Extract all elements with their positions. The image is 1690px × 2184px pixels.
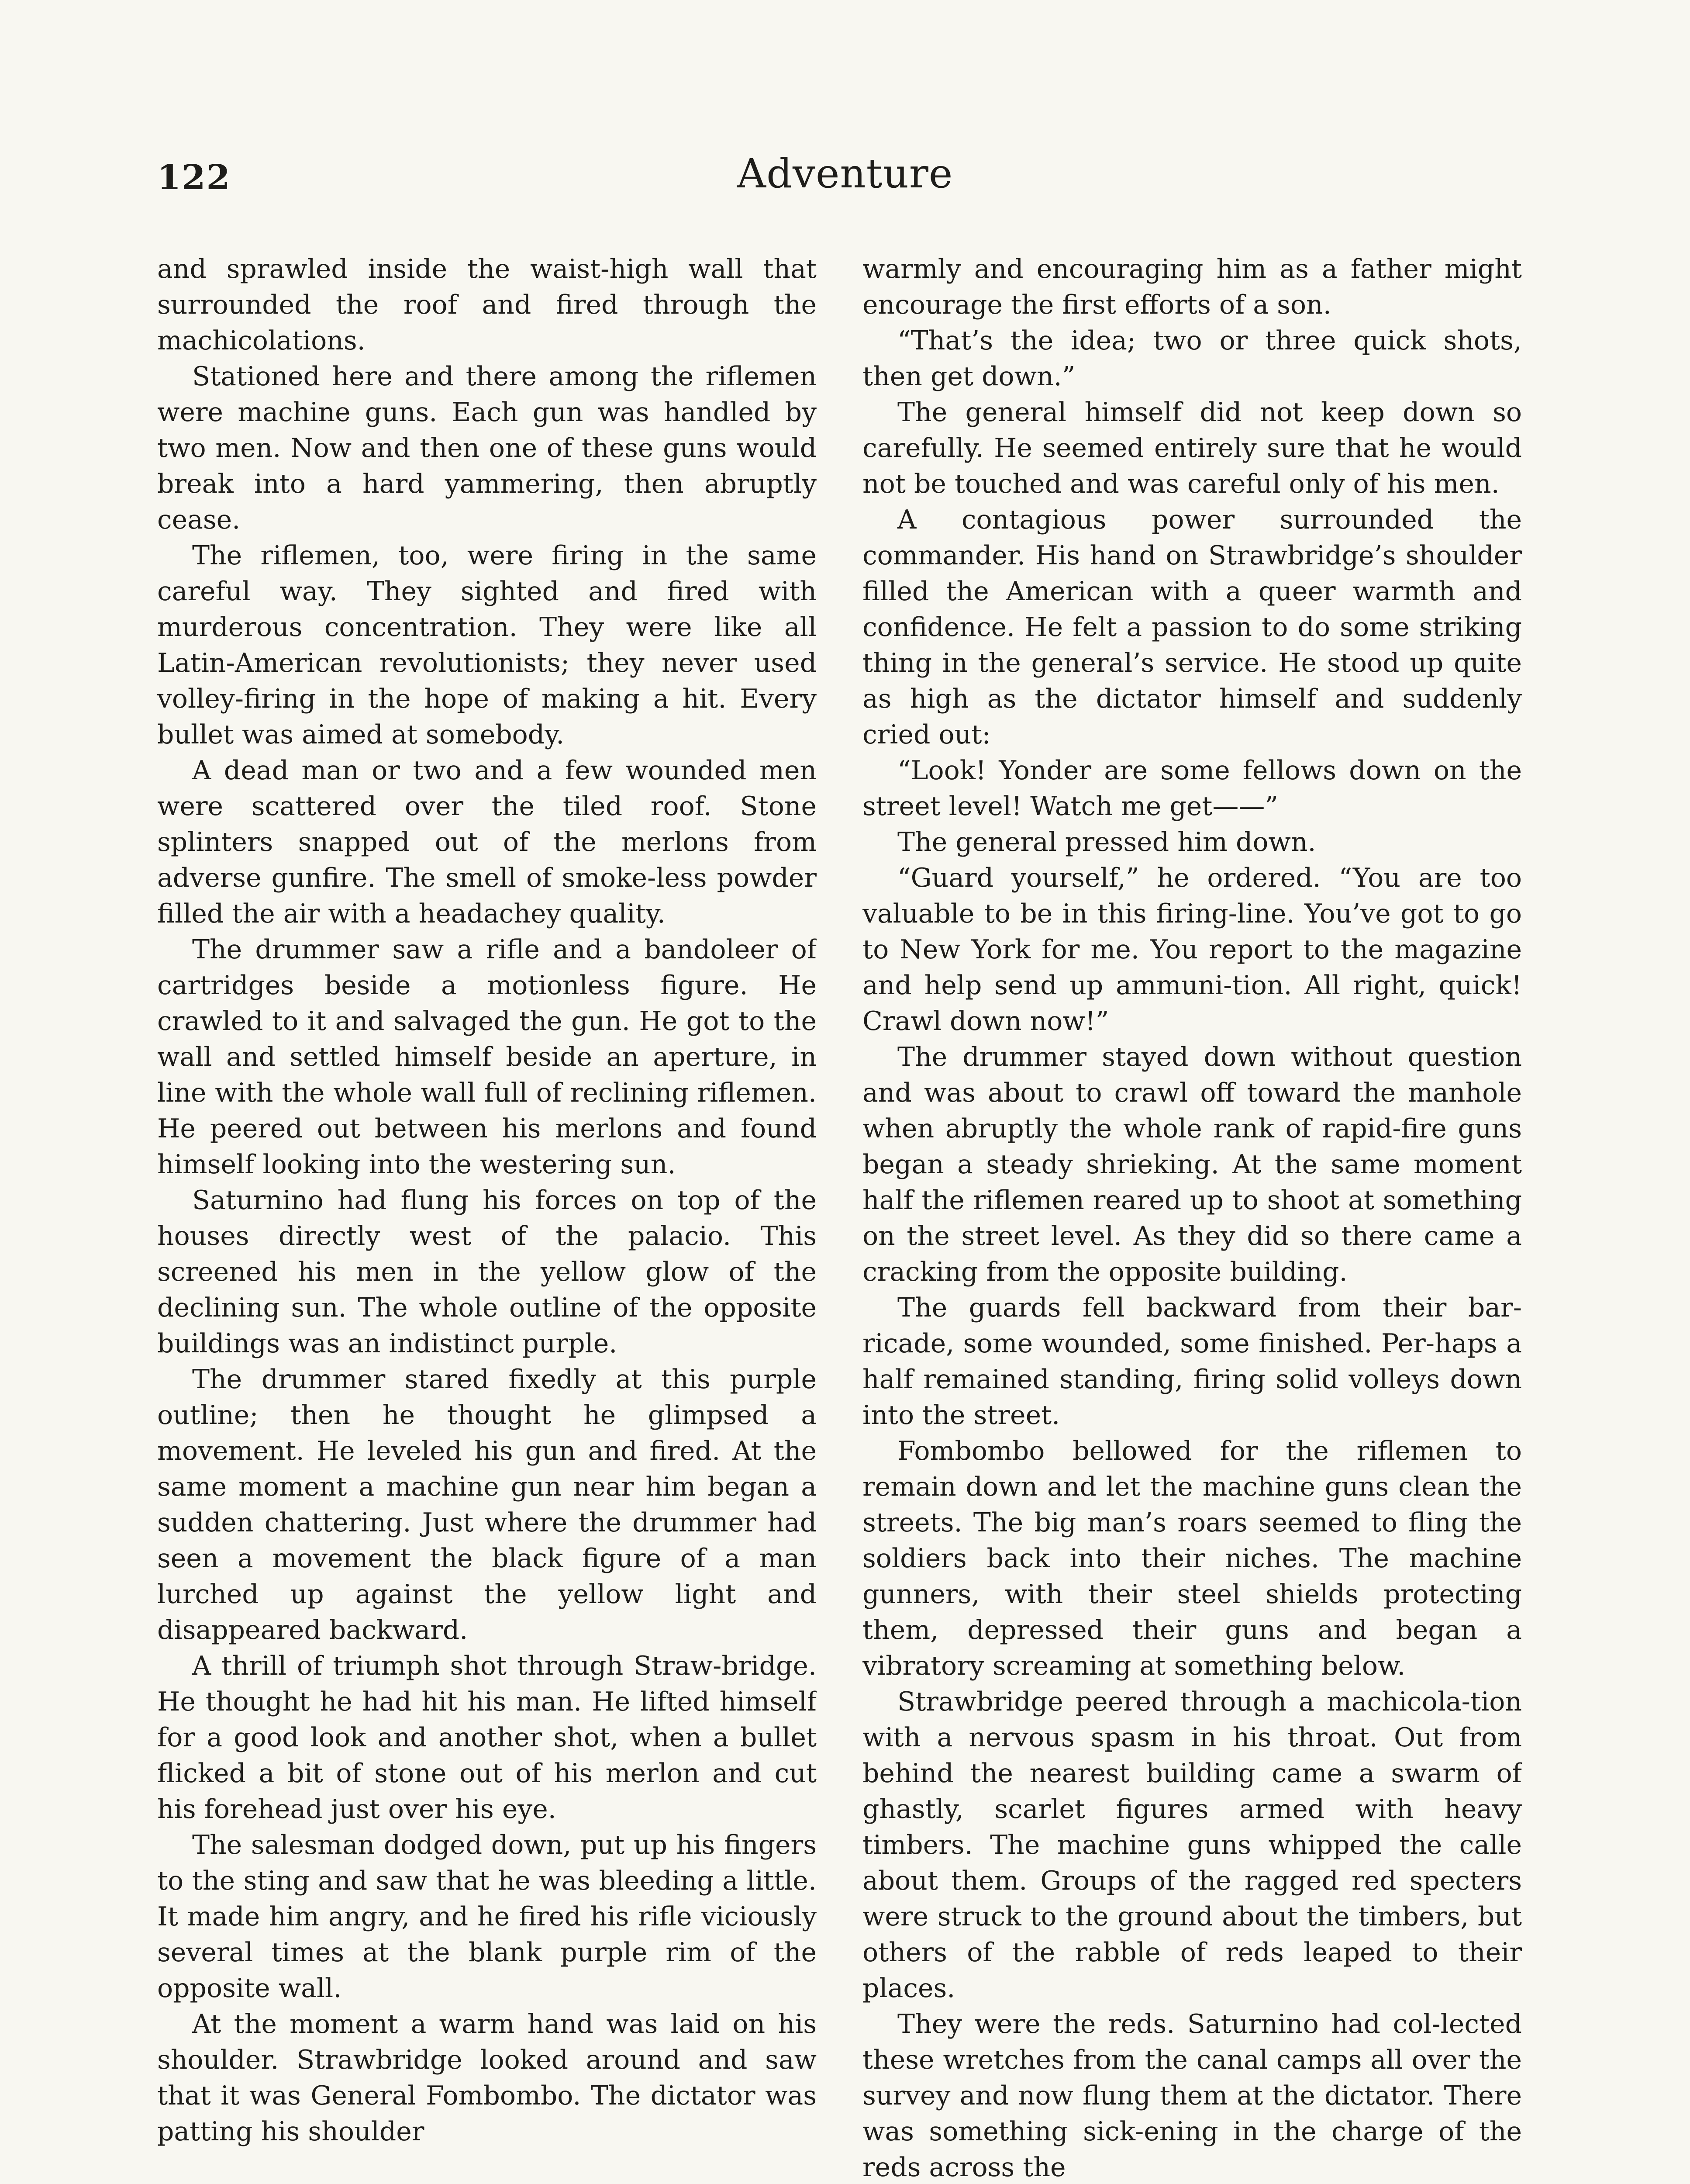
paragraph: “Look! Yonder are some fellows down on the street level! Watch me get——”: [862, 755, 1522, 822]
paragraph: and sprawled inside the waist-high wall that surrounded the roof and fired through the machicolations.: [157, 254, 817, 356]
paragraph: “That’s the idea; two or three quick shots, then get down.”: [862, 325, 1522, 392]
paragraph: “Guard yourself,” he ordered. “You are too valuable to be in this firing-line. You’ve got to go to New York for me. You report to the magazine and help send up ammuni-tion. All right, quick! Crawl down now!”: [862, 863, 1522, 1037]
page-number: 122: [157, 158, 231, 197]
paragraph: The drummer stared fixedly at this purple outline; then he thought he glimpsed a movement. He leveled his gun and fired. At the same moment a machine gun near him began a sudden chattering. Just where the drummer had seen a movement the black figure of a man lurched up against the yellow light and disappeared backward.: [157, 1364, 817, 1645]
paragraph: A dead man or two and a few wounded men were scattered over the tiled roof. Stone splinters snapped out of the merlons from adverse gunfire. The smell of smoke-less powder filled the air with a headachey quality.: [157, 755, 817, 929]
paragraph: Stationed here and there among the riflemen were machine guns. Each gun was handled by two men. Now and then one of these guns would break into a hard yammering, then abruptly cease.: [157, 361, 817, 535]
paragraph: Saturnino had flung his forces on top of the houses directly west of the palacio. This screened his men in the yellow glow of the declining sun. The whole outline of the opposite buildings was an indistinct purple.: [157, 1185, 817, 1359]
paragraph: The salesman dodged down, put up his fingers to the sting and saw that he was bleeding a little. It made him angry, and he fired his rifle viciously several times at the blank purple rim of the opposite wall.: [157, 1830, 817, 2004]
paragraph: Strawbridge peered through a machicola-tion with a nervous spasm in his throat. Out from behind the nearest building came a swarm of ghastly, scarlet figures armed with heavy timbers. The machine guns whipped the calle about them. Groups of the ragged red specters were struck to the ground about the timbers, but others of the rabble of reds leaped to their places.: [862, 1686, 1522, 2004]
text-column-left: [157, 251, 817, 2184]
paragraph: A thrill of triumph shot through Straw-bridge. He thought he had hit his man. He lifted himself for a good look and another shot, when a bullet flicked a bit of stone out of his merlon and cut his forehead just over his eye.: [157, 1651, 817, 1825]
paragraph: A contagious power surrounded the commander. His hand on Strawbridge’s shoulder filled the American with a queer warmth and confidence. He felt a passion to do some striking thing in the general’s service. He stood up quite as high as the dictator himself and suddenly cried out:: [862, 505, 1522, 750]
page-header: [157, 150, 1533, 223]
paragraph: Fombombo bellowed for the riflemen to remain down and let the machine guns clean the streets. The big man’s roars seemed to fling the soldiers back into their niches. The machine gunners, with their steel shields protecting them, depressed their guns and began a vibratory screaming at something below.: [862, 1436, 1522, 1681]
paragraph: They were the reds. Saturnino had col-lected these wretches from the canal camps all over the survey and now flung them at the dictator. There was something sick-ening in the charge of the reds across the: [862, 2009, 1522, 2183]
paragraph: The general pressed him down.: [897, 827, 1316, 857]
paragraph: warmly and encouraging him as a father might encourage the first efforts of a son.: [862, 254, 1522, 320]
paragraph: At the moment a warm hand was laid on his shoulder. Strawbridge looked around and saw that it was General Fombombo. The dictator was patting his shoulder: [157, 2009, 817, 2147]
paragraph: The drummer saw a rifle and a bandoleer of cartridges beside a motionless figure. He crawled to it and salvaged the gun. He got to the wall and settled himself beside an aperture, in line with the whole wall full of reclining riflemen. He peered out between his merlons and found himself looking into the westering sun.: [157, 934, 817, 1180]
paragraph: The drummer stayed down without question and was about to crawl off toward the manhole when abruptly the whole rank of rapid-fire guns began a steady shrieking. At the same moment half the riflemen reared up to shoot at something on the street level. As they did so there came a cracking from the opposite building.: [862, 1042, 1522, 1287]
running-head: Adventure: [737, 150, 953, 197]
paragraph: The riflemen, too, were firing in the same careful way. They sighted and fired with murderous concentration. They were like all Latin-American revolutionists; they never used volley-firing in the hope of making a hit. Every bullet was aimed at somebody.: [157, 540, 817, 750]
text-column-right: [862, 251, 1522, 2184]
paragraph: The general himself did not keep down so carefully. He seemed entirely sure that he would not be touched and was careful only of his men.: [862, 397, 1522, 499]
paragraph: The guards fell backward from their bar-ricade, some wounded, some finished. Per-haps a half remained standing, firing solid volleys down into the street.: [862, 1292, 1522, 1431]
